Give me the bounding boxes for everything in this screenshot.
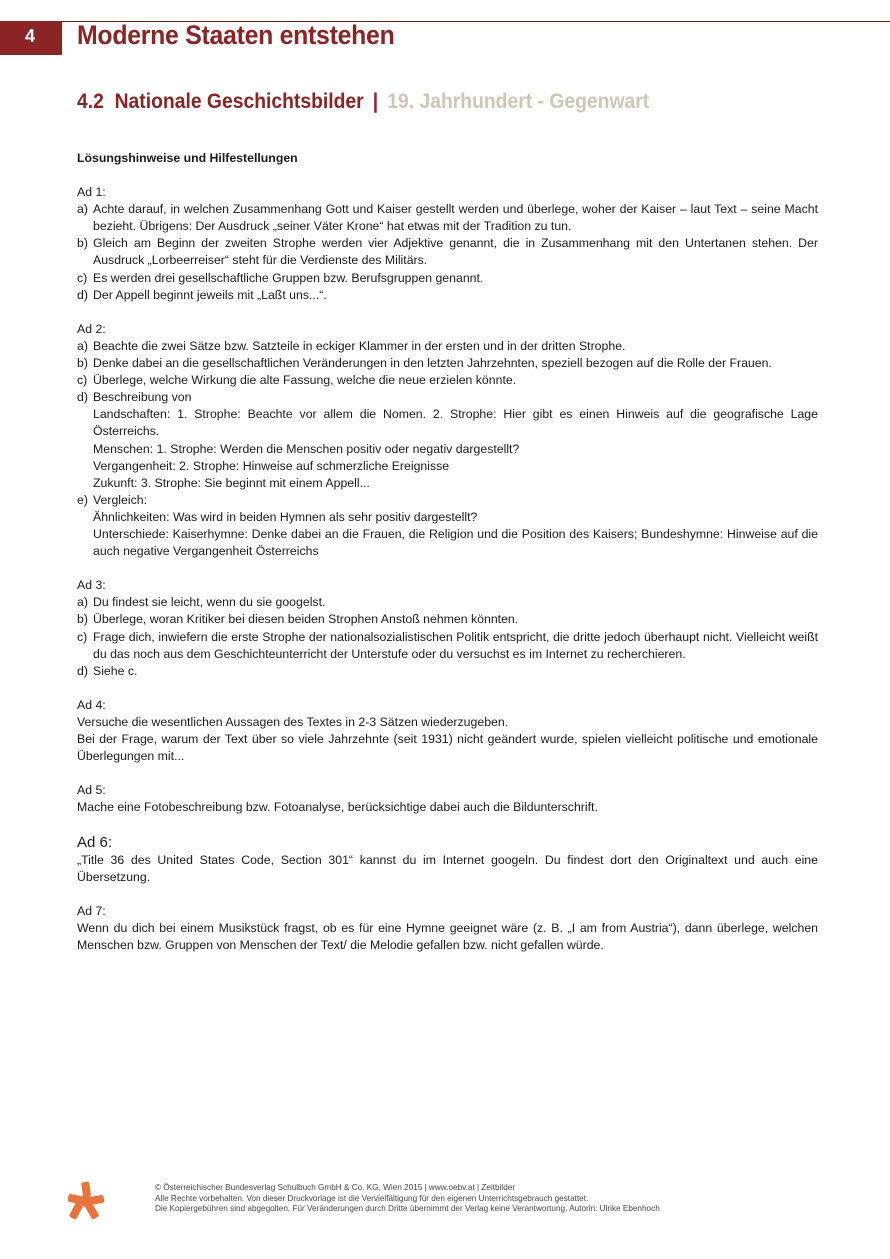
list-item: d) Beschreibung von (77, 390, 192, 405)
list-item: c) Es werden drei gesellschaftliche Gruppen bzw. Berufsgruppen genannt. (77, 270, 484, 285)
footer-line: © Österreichischer Bundesverlag Schulbuch GmbH & Co. KG, Wien 2015 | www.oebv.at | Zeitbilder (155, 1183, 516, 1192)
list-item: a) Achte darauf, in welchen Zusammenhang Gott und Kaiser gestellt werden und überlege, woher der Kaiser – laut Text – seine Macht bezieht. Übrigens: Der Ausdruck „seiner Väter Krone“ hat etwas mit der Tradition zu tun. (77, 202, 818, 234)
section-number: 4.2 (77, 90, 104, 113)
ad2-section (77, 321, 818, 560)
footer-line: Alle Rechte vorbehalten. Von dieser Druckvorlage ist die Vervielfältigung für den eigenen Unterrichtsgebrauch gestattet. (155, 1193, 589, 1203)
section-subtitle (77, 90, 649, 114)
ad4-title: Ad 4: (77, 697, 106, 712)
paragraph: Versuche die wesentlichen Aussagen des Textes in 2-3 Sätzen wiederzugeben. (77, 715, 509, 729)
ad1-title: Ad 1: (77, 185, 106, 200)
ad7-section (77, 903, 818, 954)
paragraph: „Title 36 des United States Code, Section 301“ kannst du im Internet googeln. Du findest dort den Originaltext und auch eine Übersetzung. (77, 852, 818, 884)
ad6-title: Ad 6: (77, 833, 113, 851)
list-item: c) Überlege, welche Wirkung die alte Fassung, welche die neue erzielen könnte. (77, 373, 517, 388)
sub-item: Vergangenheit: 2. Strophe: Hinweise auf schmerzliche Ereignisse (93, 458, 450, 473)
publisher-logo-icon (66, 1181, 106, 1221)
list-item: c) Frage dich, inwiefern die erste Strophe der nationalsozialistischen Politik entspricht, die dritte jedoch überhaupt nicht. Vielleicht weißt du das noch aus dem Geschichteunterricht der Unterstufe oder du versuchst es im Internet zu recherchieren. (77, 629, 818, 661)
sub-item: Menschen: 1. Strophe: Werden die Menschen positiv oder negativ dargestellt? (93, 441, 520, 456)
footer-line: Die Kopiergebühren sind abgegolten. Für Veränderungen durch Dritte übernimmt der Verlag keine Verantwortung. Autorin: Ulrike Ebenhoch (155, 1204, 660, 1214)
ad5-title: Ad 5: (77, 783, 106, 798)
section-name: Nationale Geschichtsbilder (114, 90, 364, 113)
subtitle-separator: | (372, 90, 379, 113)
ad6-section (77, 834, 818, 886)
ad3-title: Ad 3: (77, 578, 106, 593)
content-heading: Lösungshinweise und Hilfestellungen (77, 151, 298, 165)
ad3-section (77, 577, 818, 680)
sub-item: Landschaften: 1. Strophe: Beachte vor allem die Nomen. 2. Strophe: Hier gibt es einen Hinweis auf die geografische Lage Österreichs. (93, 407, 818, 439)
list-item: a) Du findest sie leicht, wenn du sie googelst. (77, 595, 326, 610)
list-item: b) Gleich am Beginn der zweiten Strophe werden vier Adjektive genannt, die in Zusammenhang mit den Untertanen stehen. Der Ausdruck „Lorbeerreiser“ steht für die Verdienste des Militärs. (77, 236, 818, 268)
ad5-section (77, 782, 818, 816)
list-item: b) Denke dabei an die gesellschaftlichen Veränderungen in den letzten Jahrzehnten, speziell bezogen auf die Rolle der Frauen. (77, 356, 772, 371)
paragraph: Bei der Frage, warum der Text über so viele Jahrzehnte (seit 1931) nicht geändert wurde, spielen vielleicht politische und emotionale Überlegungen mit... (77, 732, 818, 764)
list-item: d) Der Appell beginnt jeweils mit „Laßt uns...“. (77, 287, 327, 302)
section-era: 19. Jahrhundert - Gegenwart (387, 90, 650, 113)
sub-item: Ähnlichkeiten: Was wird in beiden Hymnen als sehr positiv dargestellt? (93, 509, 478, 524)
page-title: Moderne Staaten entstehen (77, 20, 395, 50)
paragraph: Mache eine Fotobeschreibung bzw. Fotoanalyse, berücksichtige dabei auch die Bildunterschrift. (77, 800, 598, 815)
ad1-section (77, 184, 818, 304)
ad2-title: Ad 2: (77, 321, 106, 336)
list-item: d) Siehe c. (77, 663, 138, 678)
footer-copyright (155, 1183, 660, 1215)
ad7-title: Ad 7: (77, 903, 106, 918)
list-item: b) Überlege, woran Kritiker bei diesen beiden Strophen Anstoß nehmen könnten. (77, 612, 519, 627)
document-body (77, 150, 818, 971)
ad4-section (77, 697, 818, 765)
sub-item: Zukunft: 3. Strophe: Sie beginnt mit einem Appell... (93, 475, 370, 490)
page-number: 4 (0, 21, 62, 55)
list-item: e) Vergleich: (77, 492, 148, 507)
sub-item: Unterschiede: Kaiserhymne: Denke dabei an die Frauen, die Religion und die Position des Kaisers; Bundeshymne: Hinweise auf die auch negative Vergangenheit Österreichs (93, 526, 818, 559)
list-item: a) Beachte die zwei Sätze bzw. Satzteile in eckiger Klammer in der ersten und in der dritten Strophe. (77, 338, 626, 353)
paragraph: Wenn du dich bei einem Musikstück fragst, ob es für eine Hymne geeignet wäre (z. B. „I am from Austria“), dann überlege, welchen Menschen bzw. Gruppen von Menschen der Text/ die Melodie gefallen bzw. nicht gefallen würde. (77, 921, 818, 953)
